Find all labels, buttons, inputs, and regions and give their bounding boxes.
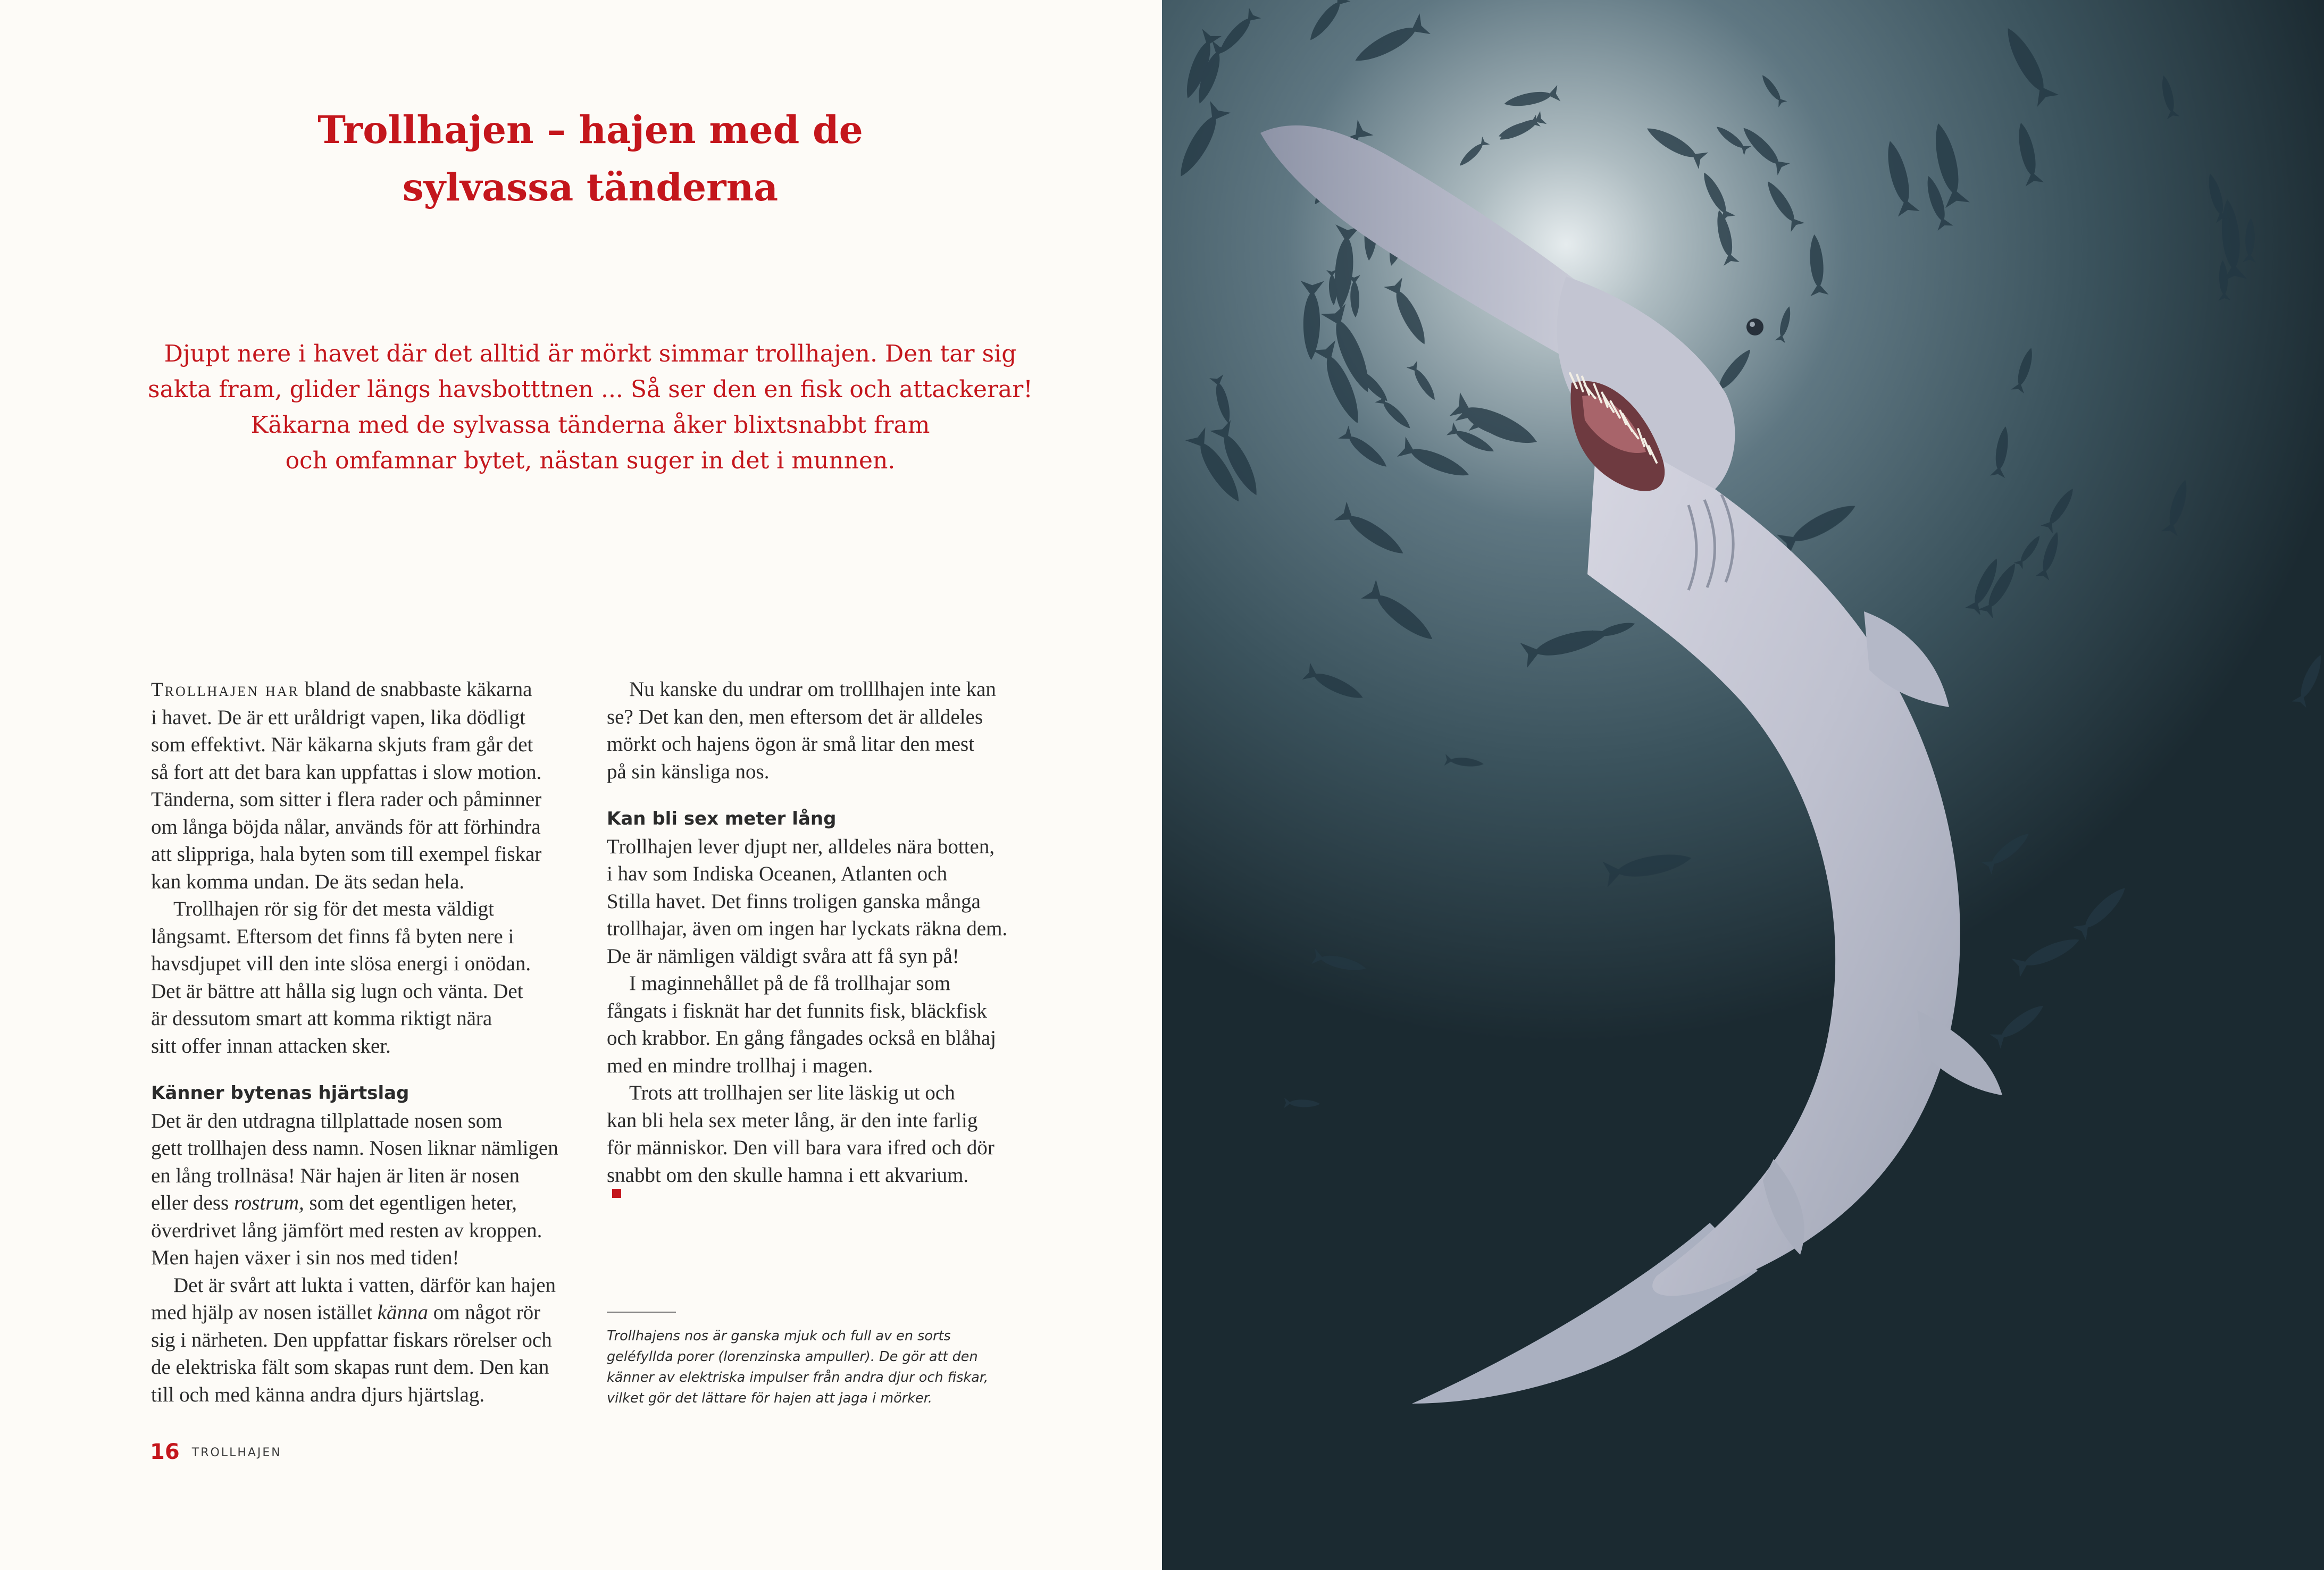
lead-line: sakta fram, glider längs havsbotttnen ... Så ser den en fisk och attackerar!: [148, 376, 1033, 403]
body-line: överdrivet lång jämfört med resten av kroppen.: [151, 1219, 542, 1242]
body-line: med en mindre trollhaj i magen.: [607, 1054, 873, 1077]
body-line: Det är bättre att hålla sig lugn och vänta. Det: [151, 979, 523, 1003]
body-line: till och med känna andra djurs hjärtslag.: [151, 1383, 485, 1406]
body-line: fångats i fisknät har det funnits fisk, bläckfisk: [607, 999, 987, 1022]
body-line: kan bli hela sex meter lång, är den inte farlig: [607, 1109, 978, 1132]
lead-paragraph: [128, 336, 1053, 478]
body-text: som det egentligen heter,: [304, 1191, 517, 1214]
body-line: i havet. De är ett uråldrigt vapen, lika dödligt: [151, 706, 525, 729]
lead-in-smallcaps: Trollhajen har: [151, 679, 299, 701]
body-line: på sin känsliga nos.: [607, 760, 770, 783]
paragraph: [151, 1272, 571, 1409]
body-text: med hjälp av nosen istället: [151, 1301, 378, 1324]
body-line: sitt offer innan attacken sker.: [151, 1034, 391, 1057]
illustration-page: [1162, 0, 2324, 1570]
body-text: snabbt om den skulle hamna i ett akvarium.: [607, 1163, 969, 1187]
page-title: [160, 101, 1021, 216]
caption-line: geléfyllda porer (lorenzinska ampuller). De gör att den: [607, 1349, 978, 1365]
caption-line: Trollhajens nos är ganska mjuk och full av en sorts: [607, 1328, 951, 1344]
body-text: eller dess: [151, 1191, 234, 1214]
paragraph: [607, 833, 1027, 970]
body-line: långsamt. Eftersom det finns få byten nere i: [151, 925, 514, 948]
body-column-right: [607, 676, 1027, 1198]
body-line: i hav som Indiska Oceanen, Atlanten och: [607, 862, 948, 885]
body-line: se? Det kan den, men eftersom det är alldeles: [607, 705, 983, 728]
paragraph: [151, 895, 571, 1060]
body-line: trollhajar, även om ingen har lyckats räkna dem.: [607, 917, 1008, 940]
body-line: Men hajen växer i sin nos med tiden!: [151, 1246, 459, 1269]
lead-line: Djupt nere i havet där det alltid är mörkt simmar trollhajen. Den tar sig: [164, 340, 1017, 367]
body-line: sig i närheten. Den uppfattar fiskars rörelser och: [151, 1328, 552, 1351]
caption-line: vilket gör det lättare för hajen att jaga i mörker.: [607, 1390, 932, 1406]
body-text: om något rör: [428, 1301, 541, 1324]
body-line: mörkt och hajens ögon är små litar den mest: [607, 733, 974, 755]
body-line: Det är svårt att lukta i vatten, därför kan hajen: [173, 1273, 556, 1297]
body-line: De är nämligen väldigt svåra att få syn på!: [607, 944, 959, 968]
body-line: Det är den utdragna tillplattade nosen som: [151, 1109, 503, 1132]
body-line: Tänderna, som sitter i flera rader och påminner: [151, 788, 542, 811]
subheading: Känner bytenas hjärtslag: [151, 1082, 409, 1104]
emphasis-text: rostrum,: [233, 1191, 304, 1214]
body-line: gett trollhajen dess namn. Nosen liknar nämligen: [151, 1137, 558, 1160]
body-column-left: [151, 676, 571, 1408]
caption-line: känner av elektriska impulser från andra djur och fiskar,: [607, 1370, 989, 1386]
sea-background: [1162, 0, 2324, 1570]
body-line: havsdjupet vill den inte slösa energi i onödan.: [151, 952, 531, 975]
title-line: sylvassa tänderna: [402, 165, 779, 209]
lead-line: Käkarna med de sylvassa tänderna åker blixtsnabbt fram: [250, 412, 930, 439]
body-line: de elektriska fält som skapas runt dem. Den kan: [151, 1356, 549, 1379]
body-line: Trots att trollhajen ser lite läskig ut och: [629, 1081, 955, 1104]
body-text: bland de snabbaste käkarna: [299, 678, 532, 701]
body-line: I maginnehållet på de få trollhajar som: [629, 972, 951, 995]
page-number: 16: [150, 1440, 180, 1464]
paragraph: [607, 970, 1027, 1079]
body-line: så fort att det bara kan uppfattas i slow motion.: [151, 760, 542, 784]
body-line: kan komma undan. De äts sedan hela.: [151, 870, 465, 893]
paragraph-intro: [151, 676, 571, 895]
subheading: Kan bli sex meter lång: [607, 808, 837, 829]
body-line: Trollhajen lever djupt ner, alldeles nära botten,: [607, 835, 995, 858]
body-line: som effektivt. När käkarna skjuts fram går det: [151, 733, 533, 756]
body-line: Trollhajen rör sig för det mesta väldigt: [173, 897, 494, 920]
body-line: en lång trollnäsa! När hajen är liten är nosen: [151, 1164, 520, 1187]
body-line: Nu kanske du undrar om trolllhajen inte kan: [629, 678, 996, 701]
body-line: om långa böjda nålar, används för att förhindra: [151, 815, 541, 838]
body-line: för människor. Den vill bara vara ifred och dör: [607, 1136, 994, 1159]
paragraph: [151, 1107, 571, 1272]
caption-rule: [607, 1312, 676, 1313]
goblin-shark-illustration: [1162, 0, 2324, 1570]
body-line: Stilla havet. Det finns troligen ganska många: [607, 889, 981, 913]
running-head: TROLLHAJEN: [191, 1446, 282, 1459]
paragraph: [607, 1079, 1027, 1198]
emphasis-text: känna: [377, 1301, 428, 1324]
paragraph: [607, 676, 1027, 785]
page-footer: [150, 1440, 282, 1464]
lead-line: och omfamnar bytet, nästan suger in det i munnen.: [285, 447, 896, 474]
title-line: Trollhajen – hajen med de: [317, 107, 863, 152]
shark-eye: [1746, 318, 1763, 335]
body-line: och krabbor. En gång fångades också en blåhaj: [607, 1027, 997, 1050]
end-mark-icon: [612, 1189, 621, 1198]
figure-caption: [607, 1326, 1011, 1409]
body-line: är dessutom smart att komma riktigt nära: [151, 1007, 492, 1030]
body-line: att slippriga, hala byten som till exempel fiskar: [151, 843, 542, 866]
